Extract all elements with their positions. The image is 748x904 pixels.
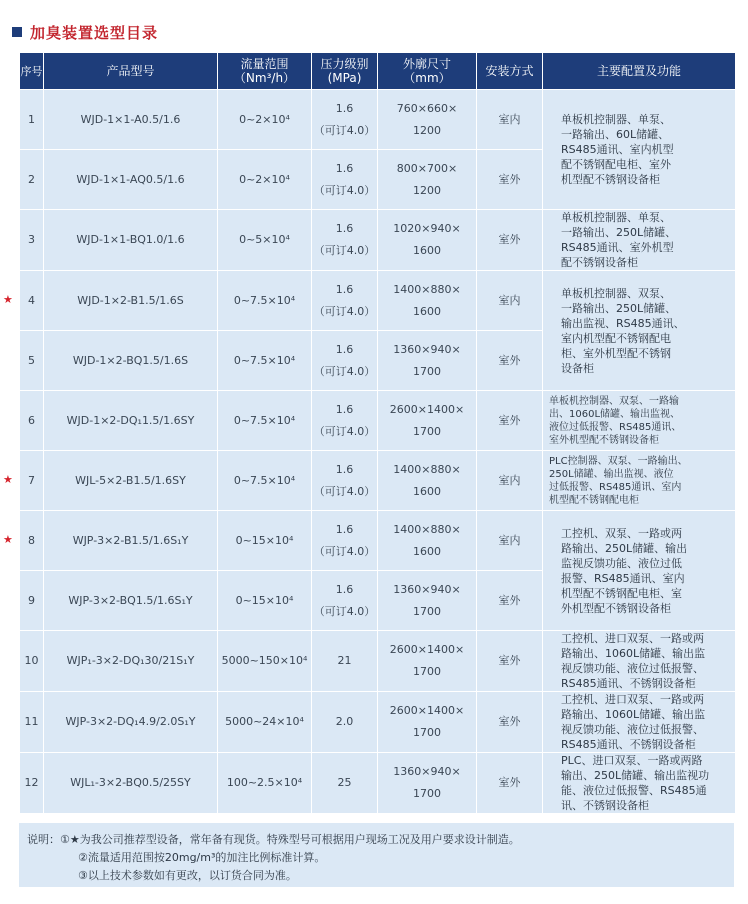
- row-number: 4: [20, 271, 43, 330]
- size-line-1: 1400×880×: [393, 462, 461, 476]
- outline-size: [378, 511, 476, 570]
- row-number: 1: [20, 90, 43, 149]
- outline-size: [378, 692, 476, 752]
- table-row: [20, 631, 735, 691]
- product-model: WJD-1×2-BQ1.5/1.6S: [44, 331, 217, 390]
- pressure-cell: 25: [312, 753, 377, 813]
- product-model: WJL₁-3×2-BQ0.5/25SY: [44, 753, 217, 813]
- size-line-1: 760×660×: [396, 101, 458, 115]
- pressure-cell: [312, 271, 377, 330]
- install-method: 室外: [477, 631, 542, 691]
- row-number: 8: [20, 511, 43, 570]
- feature-line: 250L储罐、输出监视、液位: [549, 468, 674, 480]
- feature-line: 单板机控制器、单泵、: [561, 211, 671, 224]
- row-number: 11: [20, 692, 43, 752]
- recommend-star-icon: ★: [3, 472, 13, 486]
- feature-line: 室外机型配不锈钢设备柜: [549, 434, 659, 446]
- feature-line: 视反馈功能、液位过低报警、: [561, 723, 704, 736]
- pressure-value: 1.6: [335, 522, 354, 536]
- size-line-2: 1700: [413, 787, 441, 800]
- feature-line: RS485通讯、室外机型: [561, 241, 674, 254]
- install-method: 室内: [477, 90, 542, 149]
- outline-size: [378, 271, 476, 330]
- flow-range: 5000~24×10⁴: [218, 692, 311, 752]
- size-line-2: 1600: [413, 544, 441, 558]
- header-pressure: 压力级别 (MPa): [312, 53, 377, 89]
- feature-line: 路输出、250L储罐、输出: [561, 541, 688, 555]
- table-row: [20, 271, 735, 330]
- feature-line: 单板机控制器、双泵、一路输: [549, 395, 679, 407]
- feature-line: 机型配不锈钢配电柜、室: [561, 586, 682, 600]
- product-model: WJD-1×1-AQ0.5/1.6: [44, 150, 217, 209]
- flow-range: 0~15×10⁴: [218, 571, 311, 630]
- pressure-cell: [312, 451, 377, 510]
- size-line-1: 1360×940×: [393, 342, 461, 356]
- feature-line: 出、1060L储罐、输出监视、: [549, 408, 681, 420]
- table-row: [20, 511, 735, 570]
- table-header-row: [20, 53, 735, 89]
- outline-size: [378, 451, 476, 510]
- feature-line: 柜、室外机型配不锈钢: [561, 346, 671, 360]
- pressure-cell: [312, 210, 377, 270]
- pressure-optional: （可订4.0）: [313, 244, 376, 257]
- feature-line: 配不锈钢设备柜: [561, 256, 638, 269]
- install-method: 室外: [477, 210, 542, 270]
- pressure-cell: [312, 511, 377, 570]
- outline-size: [378, 331, 476, 390]
- size-line-1: 2600×1400×: [389, 643, 465, 656]
- size-line-1: 1360×940×: [393, 582, 461, 596]
- pressure-cell: [312, 150, 377, 209]
- pressure-value: 1.6: [335, 582, 354, 596]
- features-cell: [543, 271, 735, 390]
- feature-line: 配不锈钢配电柜、室外: [561, 158, 671, 171]
- pressure-value: 1.6: [335, 282, 354, 296]
- row-number: 6: [20, 391, 43, 450]
- header-seq: 序号: [20, 53, 43, 89]
- feature-line: 一路输出、60L储罐、: [561, 128, 670, 141]
- row-number: 2: [20, 150, 43, 209]
- features-cell: [543, 511, 735, 630]
- outline-size: [378, 210, 476, 270]
- install-method: 室外: [477, 753, 542, 813]
- feature-line: RS485通讯、不锈钢设备柜: [561, 677, 696, 690]
- product-model: WJP₁-3×2-DQ₁30/21S₁Y: [44, 631, 217, 691]
- feature-line: 室内机型配不锈钢配电: [561, 331, 671, 345]
- pressure-cell: 2.0: [312, 692, 377, 752]
- row-number: 5: [20, 331, 43, 390]
- header-model: 产品型号: [44, 53, 217, 89]
- feature-line: 过低报警、RS485通讯、室内: [549, 481, 682, 493]
- note-line-3: ③以上技术参数如有更改，以订货合同为准。: [78, 869, 297, 882]
- feature-line: PLC控制器、双泵、一路输出、: [549, 455, 688, 467]
- features-cell: [543, 631, 735, 691]
- pressure-cell: [312, 571, 377, 630]
- feature-line: 工控机、进口双泵、一路或两: [561, 693, 704, 706]
- pressure-value: 1.6: [335, 402, 354, 416]
- flow-range: 0~7.5×10⁴: [218, 331, 311, 390]
- size-line-1: 1360×940×: [393, 765, 461, 778]
- size-line-1: 1400×880×: [393, 282, 461, 296]
- pressure-optional: （可订4.0）: [313, 183, 376, 197]
- features-cell: [543, 753, 735, 813]
- header-flow: 流量范围 （Nm³/h）: [218, 53, 311, 89]
- feature-line: 工控机、双泵、一路或两: [561, 526, 682, 540]
- install-method: 室内: [477, 271, 542, 330]
- size-line-2: 1600: [413, 484, 441, 498]
- feature-line: PLC、进口双泵、一路或两路: [561, 754, 703, 767]
- flow-range: 0~5×10⁴: [218, 210, 311, 270]
- install-method: 室内: [477, 511, 542, 570]
- feature-line: 一路输出、250L储罐、: [561, 226, 677, 239]
- feature-line: 视反馈功能、液位过低报警、: [561, 662, 704, 675]
- pressure-optional: （可订4.0）: [313, 544, 376, 558]
- pressure-optional: （可订4.0）: [313, 364, 376, 378]
- flow-range: 0~7.5×10⁴: [218, 271, 311, 330]
- install-method: 室内: [477, 451, 542, 510]
- note-line-1: 说明：①★为我公司推荐型设备，常年备有现货。特殊型号可根据用户现场工况及用户要求设计制造。: [27, 833, 520, 846]
- size-line-1: 2600×1400×: [389, 704, 465, 717]
- size-line-2: 1200: [413, 123, 441, 137]
- install-method: 室外: [477, 331, 542, 390]
- table-row: [20, 753, 735, 813]
- pressure-value: 1.6: [335, 462, 354, 476]
- feature-line: 讯、不锈钢设备柜: [561, 799, 649, 812]
- pressure-optional: （可订4.0）: [313, 424, 376, 438]
- recommend-star-icon: ★: [3, 532, 13, 546]
- size-line-2: 1700: [413, 364, 441, 378]
- pressure-value: 1.6: [335, 222, 354, 235]
- pressure-cell: [312, 331, 377, 390]
- product-model: WJD-1×1-A0.5/1.6: [44, 90, 217, 149]
- table-row: [20, 391, 735, 450]
- feature-line: 液位过低报警、RS485通讯、: [549, 421, 682, 433]
- install-method: 室外: [477, 692, 542, 752]
- size-line-2: 1200: [413, 183, 441, 197]
- size-line-2: 1600: [413, 304, 441, 318]
- feature-line: 设备柜: [561, 361, 594, 375]
- size-line-1: 1020×940×: [393, 222, 461, 235]
- feature-line: 输出、250L储罐、输出监视功: [561, 769, 710, 782]
- size-line-2: 1700: [413, 665, 441, 678]
- size-line-2: 1700: [413, 424, 441, 438]
- feature-line: 单板机控制器、单泵、: [561, 113, 671, 126]
- size-line-2: 1600: [413, 244, 441, 257]
- header-features: 主要配置及功能: [543, 53, 735, 89]
- pressure-value: 1.6: [335, 342, 354, 356]
- product-model: WJP-3×2-B1.5/1.6S₁Y: [44, 511, 217, 570]
- outline-size: [378, 631, 476, 691]
- size-line-1: 2600×1400×: [389, 402, 465, 416]
- row-number: 12: [20, 753, 43, 813]
- outline-size: [378, 753, 476, 813]
- install-method: 室外: [477, 391, 542, 450]
- size-line-1: 1400×880×: [393, 522, 461, 536]
- features-cell: [543, 692, 735, 752]
- title-square-icon: [12, 27, 22, 37]
- pressure-optional: （可订4.0）: [313, 604, 376, 618]
- feature-line: RS485通讯、不锈钢设备柜: [561, 738, 696, 751]
- product-model: WJD-1×2-B1.5/1.6S: [44, 271, 217, 330]
- table-row: [20, 90, 735, 149]
- product-model: WJD-1×2-DQ₁1.5/1.6SY: [44, 391, 217, 450]
- table-row: [20, 210, 735, 270]
- feature-line: 机型配不锈钢设备柜: [561, 173, 660, 186]
- feature-line: 报警、RS485通讯、室内: [561, 571, 685, 585]
- product-model: WJP-3×2-BQ1.5/1.6S₁Y: [44, 571, 217, 630]
- flow-range: 100~2.5×10⁴: [218, 753, 311, 813]
- feature-line: RS485通讯、室内机型: [561, 143, 674, 156]
- spec-table: [19, 52, 736, 814]
- table-row: [20, 692, 735, 752]
- features-cell: [543, 90, 735, 209]
- feature-line: 机型配不锈钢配电柜: [549, 494, 639, 506]
- outline-size: [378, 391, 476, 450]
- pressure-value: 1.6: [335, 161, 354, 175]
- pressure-cell: [312, 90, 377, 149]
- pressure-optional: （可订4.0）: [313, 123, 376, 137]
- feature-line: 能、液位过低报警、RS485通: [561, 784, 707, 797]
- outline-size: [378, 571, 476, 630]
- features-cell: [543, 391, 735, 450]
- outline-size: [378, 90, 476, 149]
- row-number: 10: [20, 631, 43, 691]
- header-size: 外廓尺寸 （mm）: [378, 53, 476, 89]
- feature-line: 路输出、1060L储罐、输出监: [561, 708, 706, 721]
- install-method: 室外: [477, 150, 542, 209]
- flow-range: 0~2×10⁴: [218, 90, 311, 149]
- feature-line: 监视反馈功能、液位过低: [561, 556, 682, 570]
- notes-box: [19, 823, 734, 887]
- size-line-1: 800×700×: [396, 161, 458, 175]
- product-model: WJD-1×1-BQ1.0/1.6: [44, 210, 217, 270]
- header-install: 安装方式: [477, 53, 542, 89]
- flow-range: 0~7.5×10⁴: [218, 391, 311, 450]
- size-line-2: 1700: [413, 604, 441, 618]
- pressure-value: 1.6: [335, 101, 354, 115]
- row-number: 3: [20, 210, 43, 270]
- product-model: WJL-5×2-B1.5/1.6SY: [44, 451, 217, 510]
- feature-line: 外机型配不锈钢设备柜: [561, 601, 671, 615]
- feature-line: 一路输出、250L储罐、: [561, 301, 677, 315]
- feature-line: 单板机控制器、双泵、: [561, 286, 671, 300]
- row-number: 7: [20, 451, 43, 510]
- pressure-optional: （可订4.0）: [313, 484, 376, 498]
- title-row: [12, 20, 158, 44]
- outline-size: [378, 150, 476, 209]
- page-title: 加臭装置选型目录: [30, 23, 159, 42]
- recommend-star-icon: ★: [3, 292, 13, 306]
- pressure-cell: 21: [312, 631, 377, 691]
- feature-line: 工控机、进口双泵、一路或两: [561, 632, 704, 645]
- pressure-optional: （可订4.0）: [313, 304, 376, 318]
- row-number: 9: [20, 571, 43, 630]
- product-model: WJP-3×2-DQ₁4.9/2.0S₁Y: [44, 692, 217, 752]
- flow-range: 0~15×10⁴: [218, 511, 311, 570]
- flow-range: 0~2×10⁴: [218, 150, 311, 209]
- features-cell: [543, 451, 735, 510]
- pressure-cell: [312, 391, 377, 450]
- install-method: 室外: [477, 571, 542, 630]
- feature-line: 输出监视、RS485通讯、: [561, 316, 685, 330]
- flow-range: 5000~150×10⁴: [218, 631, 311, 691]
- table-row: [20, 451, 735, 510]
- flow-range: 0~7.5×10⁴: [218, 451, 311, 510]
- features-cell: [543, 210, 735, 270]
- feature-line: 路输出、1060L储罐、输出监: [561, 647, 706, 660]
- note-line-2: ②流量适用范围按20mg/m³的加注比例标准计算。: [78, 851, 326, 864]
- size-line-2: 1700: [413, 726, 441, 739]
